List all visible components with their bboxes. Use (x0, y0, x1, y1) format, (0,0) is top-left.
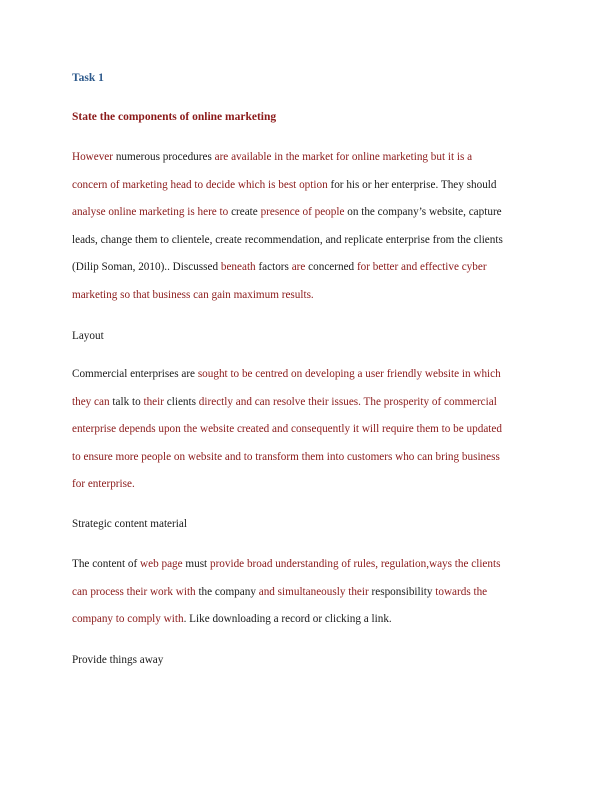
body-text: factors (255, 261, 292, 273)
text-line (72, 282, 542, 310)
text-line (72, 361, 542, 389)
highlighted-text: presence of people (260, 206, 348, 218)
body-text: for his or her enterprise. They should (327, 178, 497, 191)
body-text: the company (195, 585, 259, 598)
highlighted-text: towards the (435, 585, 488, 598)
highlighted-text: sought to be centred on developing a user friendly website in which (197, 368, 501, 380)
body-text: (Dilip Soman, 2010).. Discussed (72, 261, 221, 273)
body-text: must (182, 558, 210, 570)
highlighted-text: analyse online marketing is here to (72, 206, 232, 218)
highlighted-text: directly and can resolve their issues. The prosperity of commercial (198, 395, 497, 408)
highlighted-text: their (143, 395, 164, 408)
text-line (72, 471, 542, 499)
text-line (72, 444, 542, 472)
highlighted-text: beneath (220, 261, 256, 273)
text-line (72, 551, 542, 579)
body-text: leads, change them to clientele, create recommendation, and replicate enterprise from the clients (72, 233, 503, 246)
body-text: numerous procedures (113, 151, 215, 163)
highlighted-text: for enterprise. (72, 478, 135, 490)
body-text: concerned (305, 261, 357, 273)
text-line (72, 606, 542, 634)
highlighted-text: can process their work with (72, 585, 196, 598)
paragraph-layout (72, 361, 542, 499)
text-line (72, 416, 542, 444)
subheading-strategic-content: Strategic content material (72, 518, 187, 530)
highlighted-text: are available in the market for online marketing but it is a (214, 151, 473, 163)
highlighted-text: they can (72, 395, 110, 408)
body-text: clients (163, 395, 199, 408)
highlighted-text: provide broad understanding of rules, regulation,ways the clients (209, 558, 501, 570)
body-text: responsibility (368, 585, 436, 598)
body-text: talk to (109, 395, 144, 408)
highlighted-text: company to comply with (72, 613, 184, 625)
highlighted-text: are (291, 261, 306, 273)
body-text: The content of (72, 558, 141, 570)
task-heading: Task 1 (72, 72, 104, 84)
subheading-provide-things: Provide things away (72, 654, 164, 666)
section-heading: State the components of online marketing (72, 111, 277, 123)
text-line (72, 144, 542, 172)
subheading-layout: Layout (72, 330, 104, 342)
highlighted-text: enterprise depends upon the website created and consequently it will require them to be updated (72, 423, 502, 435)
text-line (72, 254, 542, 282)
highlighted-text: and simultaneously their (258, 585, 369, 598)
highlighted-text: However (72, 151, 114, 163)
text-line (72, 199, 542, 227)
body-text: on the company’s website, capture (347, 206, 502, 218)
highlighted-text: concern of marketing head to decide which is best option (72, 178, 328, 191)
highlighted-text: to ensure more people on website and to transform them into customers who can bring business (72, 450, 500, 463)
paragraph-intro (72, 144, 542, 309)
body-text: create (231, 206, 261, 218)
text-line (72, 227, 542, 255)
text-line (72, 389, 542, 417)
body-text: Commercial enterprises are (72, 368, 198, 380)
highlighted-text: marketing so that business can gain maximum results. (72, 288, 314, 301)
text-line (72, 579, 542, 607)
body-text: . Like downloading a record or clicking a link. (183, 613, 392, 625)
highlighted-text: for better and effective cyber (356, 261, 487, 273)
text-line (72, 172, 542, 200)
highlighted-text: web page (140, 558, 183, 570)
paragraph-strategic-content (72, 551, 542, 634)
